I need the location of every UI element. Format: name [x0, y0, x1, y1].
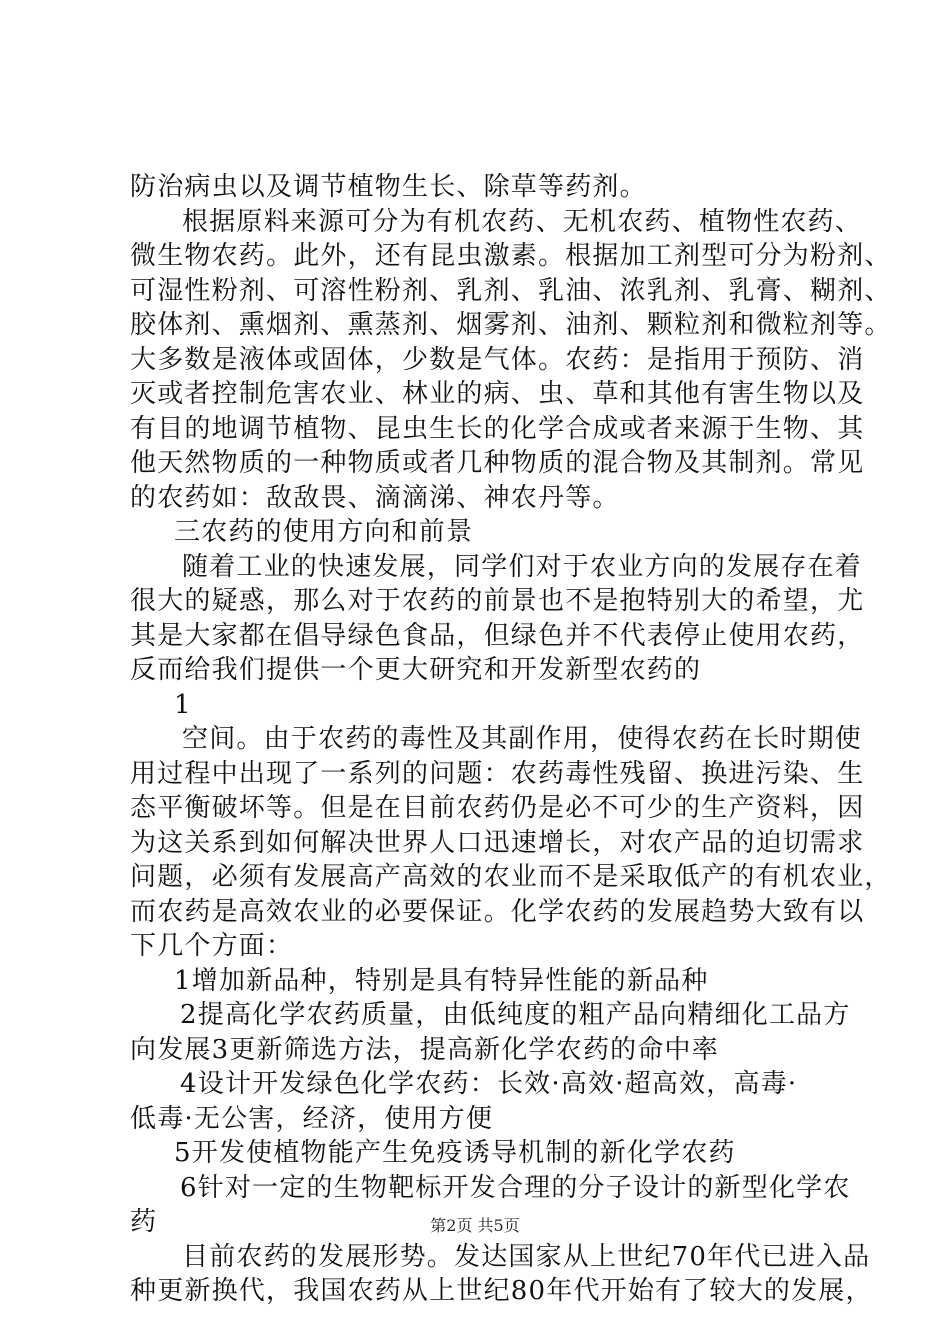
page-footer	[0, 1213, 950, 1236]
text-line: 目前农药的发展形势。发达国家从上世纪70年代已进入品	[182, 1241, 871, 1272]
document-body	[130, 170, 892, 1309]
text-line: 向发展3更新筛选方法，提高新化学农药的命中率	[130, 1034, 719, 1065]
text-line: 其是大家都在倡导绿色食品，但绿色并不代表停止使用农药，	[130, 620, 865, 651]
text-line: 的农药如：敌敌畏、滴滴涕、神农丹等。	[130, 482, 620, 513]
text-line: 三农药的使用方向和前景	[174, 517, 474, 547]
page-number-label: 第2页 共5页	[430, 1216, 520, 1235]
text-line: 6针对一定的生物靶标开发合理的分子设计的新型化学农	[180, 1172, 851, 1203]
text-line: 用过程中出现了一系列的问题：农药毒性残留、换进污染、生	[130, 758, 865, 789]
text-line: 下几个方面：	[130, 931, 294, 961]
text-line: 大多数是液体或固体，少数是气体。农药：是指用于预防、消	[130, 344, 865, 375]
text-line: 根据原料来源可分为有机农药、无机农药、植物性农药、	[182, 206, 863, 237]
text-line: 5开发使植物能产生免疫诱导机制的新化学农药	[174, 1138, 736, 1168]
text-line: 2提高化学农药质量，由低纯度的粗产品向精细化工品方	[180, 1000, 851, 1030]
text-line: 为这关系到如何解决世界人口迅速增长，对农产品的迫切需求	[130, 827, 865, 858]
text-line: 反而给我们提供一个更大研究和开发新型农药的	[130, 655, 702, 685]
text-line: 灭或者控制危害农业、林业的病、虫、草和其他有害生物以及	[130, 379, 865, 409]
text-line: 随着工业的快速发展，同学们对于农业方向的发展存在着	[182, 551, 863, 582]
text-line: 4设计开发绿色化学农药：长效·高效·超高效，高毒·	[180, 1069, 798, 1099]
text-line: 微生物农药。此外，还有昆虫激素。根据加工剂型可分为粉剂、	[130, 241, 892, 271]
text-line: 态平衡破坏等。但是在目前农药仍是必不可少的生产资料，因	[130, 793, 865, 823]
text-line: 1	[174, 689, 192, 720]
text-line: 胶体剂、熏烟剂、熏蒸剂、烟雾剂、油剂、颗粒剂和微粒剂等。	[130, 310, 892, 340]
text-line: 空间。由于农药的毒性及其副作用，使得农药在长时期使	[182, 724, 863, 754]
text-line: 低毒·无公害，经济，使用方便	[130, 1103, 494, 1134]
text-line: 问题，必须有发展高产高效的农业而不是采取低产的有机农业，	[130, 862, 892, 892]
text-line: 种更新换代，我国农药从上世纪80年代开始有了较大的发展，	[130, 1276, 873, 1306]
text-line: 药	[130, 1207, 158, 1237]
text-line: 可湿性粉剂、可溶性粉剂、乳剂、乳油、浓乳剂、乳膏、糊剂、	[130, 275, 892, 306]
text-line: 他天然物质的一种物质或者几种物质的混合物及其制剂。常见	[130, 448, 865, 478]
text-line: 很大的疑惑，那么对于农药的前景也不是抱特别大的希望，尤	[130, 586, 865, 616]
text-line: 1增加新品种，特别是具有特异性能的新品种	[174, 965, 709, 996]
text-line: 而农药是高效农业的必要保证。化学农药的发展趋势大致有以	[130, 896, 865, 927]
text-line: 防治病虫以及调节植物生长、除草等药剂。	[130, 172, 647, 202]
text-line: 有目的地调节植物、昆虫生长的化学合成或者来源于生物、其	[130, 413, 865, 444]
